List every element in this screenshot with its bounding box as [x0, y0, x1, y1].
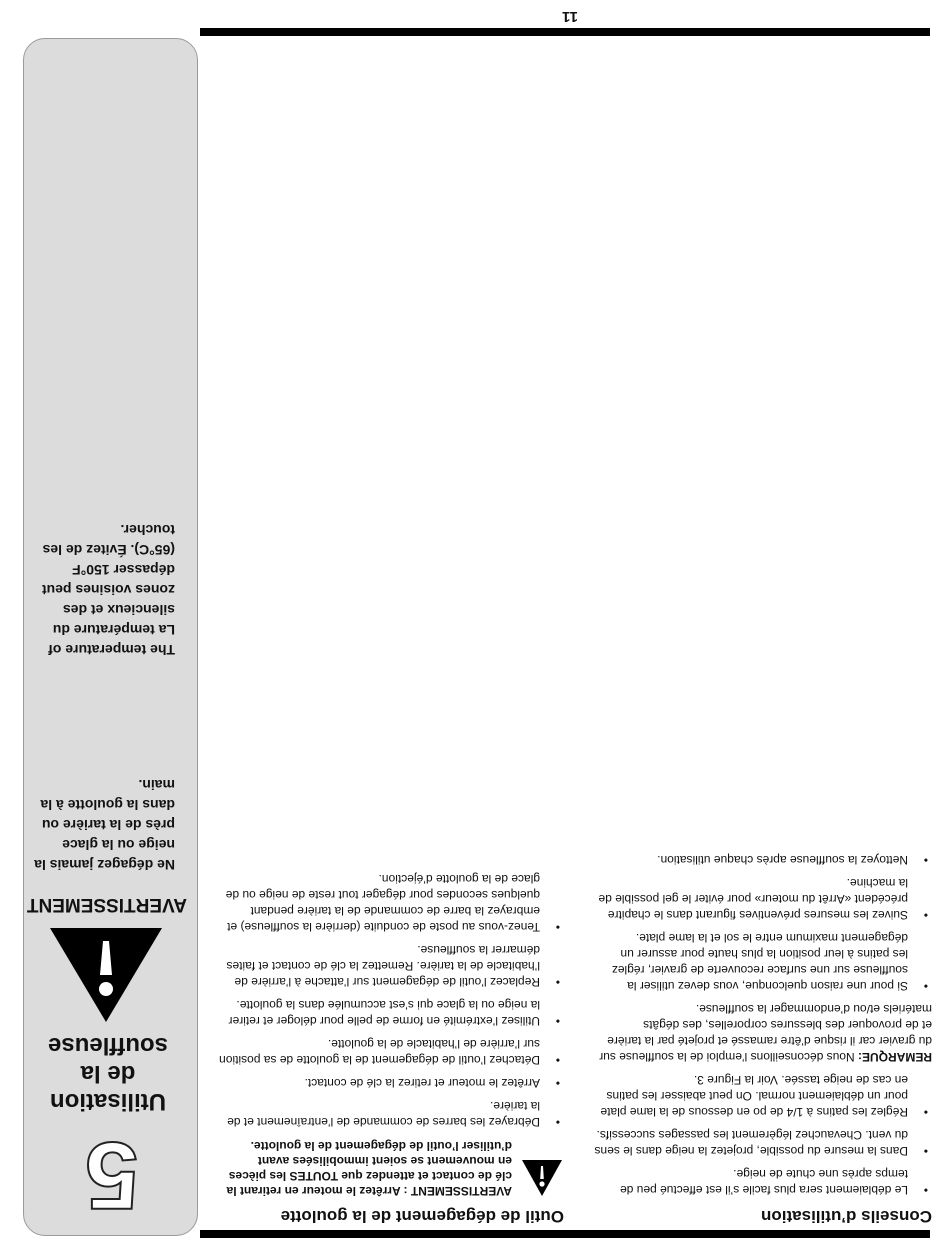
step-item [219, 997, 564, 1029]
sidebar-warning-text: Ne dégagez jamais la neige ou la glace près de la tarière ou dans la goulotte à la main. [34, 777, 175, 873]
step-item [219, 1036, 564, 1068]
chapter-title [33, 1031, 183, 1115]
step-item-text: Détachez l’outil de dégagement de la goulotte de sa position sur l’arrière de l’habitacle de la goulotte. [219, 1037, 540, 1067]
page-number: 11 [562, 8, 578, 25]
step-item [219, 942, 564, 990]
remark-label: REMARQUE: [858, 1050, 932, 1064]
tip-item-text: Suivez les mesures préventives ﬁgurant dans le chapitre précédent «Arrêt du moteur» pour éviter le gel possible de la machine. [598, 876, 908, 922]
chute-tool-warning [219, 1138, 564, 1198]
step-item [219, 1098, 564, 1130]
tips-heading: Conseils d’utilisation [761, 1207, 932, 1226]
sidebar-heat-warning-text: The temperature of La température du silencieux et des zones voisines peut dépasser 150°F (65°C). Évitez de les toucher. [41, 522, 175, 658]
tip-item [594, 1166, 932, 1198]
top-rule [200, 1230, 930, 1238]
step-item-text: Arrêtez le moteur et retirez la clé de contact. [304, 1076, 540, 1090]
bullet-dot: • [923, 979, 928, 993]
step-item [219, 1075, 564, 1091]
sidebar-warning-title: AVERTISSEMENT [26, 894, 187, 915]
tips-list [594, 1072, 932, 1198]
bullet-dot: • [555, 1076, 560, 1090]
step-item-text: Utilisez l’extrémité en forme de pelle pour déloger et retirer la neige ou la glace qui s’est accumulée dans la goulotte. [228, 998, 540, 1028]
step-item [219, 871, 564, 935]
step-item-text: Replacez l’outil de dégagement sur l’attache à l’arrière de l’habitacle de la tarière. Remettez la clé de contact et faites démarrer la soufﬂeuse. [226, 943, 540, 989]
bullet-dot: • [555, 920, 560, 934]
chute-tool-heading: Outil de dégagement de la goulotte [280, 1207, 564, 1226]
tip-item [594, 875, 932, 923]
step-item-text: Tenez-vous au poste de conduite (derrière la soufﬂeuse) et embrayez la barre de commande de la tarière pendant quelques secondes pour dégager tout reste de neige ou de glace de la goulotte d’éjection. [225, 872, 540, 934]
chapter-sidebar [23, 38, 198, 1236]
warning-triangle-icon [520, 1158, 564, 1198]
bullet-dot: • [555, 1115, 560, 1129]
chapter-title-line: Utilisation [50, 1088, 167, 1115]
tip-item-text: Réglez les patins à 1/4 de po en dessous de la lame plate pour un déblaiement normal. On peut abaisser les patins en cas de neige tassée. Voir la Figure 3. [600, 1073, 908, 1119]
tip-item [594, 852, 932, 868]
bullet-dot: • [923, 1144, 928, 1158]
tip-item [594, 1072, 932, 1120]
bullet-dot: • [555, 1053, 560, 1067]
tip-item-text: Nettoyez la soufﬂeuse après chaque utilisation. [657, 853, 908, 867]
chute-tool-warning-text: AVERTISSEMENT : Arrêtez le moteur en retirant la clé de contact et attendez que TOUTES les pièces en mouvement se soient immobilisées avant d’utiliser l’outil de dégagement de la goulotte. [226, 1139, 512, 1198]
chapter-number: 5 [85, 1122, 139, 1229]
chute-tool-section [219, 864, 564, 1226]
step-item-text: Débrayez les barres de commande de l’entraînement et de la tarière. [227, 1099, 540, 1129]
bullet-dot: • [555, 975, 560, 989]
remark-text: Nous déconseillons l’emploi de la soufﬂeuse sur du gravier car il risque d’être ramassé et projeté par la tarière et de provoquer des blessures corporelles, des dégâts matériels et/ou d’endommager la soufﬂeuse. [599, 1002, 932, 1064]
tip-item [594, 1127, 932, 1159]
tip-item-text: Dans la mesure du possible, projetez la neige dans le sens du vent. Chevauchez légèrement les passages successifs. [594, 1128, 908, 1158]
bottom-rule [200, 28, 930, 36]
warning-triangle-icon [47, 925, 165, 1025]
bullet-dot: • [923, 908, 928, 922]
bullet-dot: • [923, 853, 928, 867]
bullet-dot: • [923, 1183, 928, 1197]
tips-list-continued [594, 852, 932, 994]
remark-note [594, 1001, 932, 1065]
bullet-dot: • [555, 1014, 560, 1028]
tip-item [594, 930, 932, 994]
chapter-title-line: soufﬂeuse [47, 1032, 169, 1059]
tips-section [594, 845, 932, 1226]
tip-item-text: Si pour une raison quelconque, vous devez utiliser la soufﬂeuse sur une surface recouverte de gravier, réglez les patins à leur position la plus haute pour assurer un dégagement maximum entre le sol et la lame plate. [611, 931, 908, 993]
bullet-dot: • [923, 1105, 928, 1119]
chapter-title-line: de la [80, 1060, 136, 1087]
tip-item-text: Le déblaiement sera plus facile s’il est effectué peu de temps après une chute de neige. [620, 1167, 908, 1197]
chute-tool-steps [219, 871, 564, 1130]
